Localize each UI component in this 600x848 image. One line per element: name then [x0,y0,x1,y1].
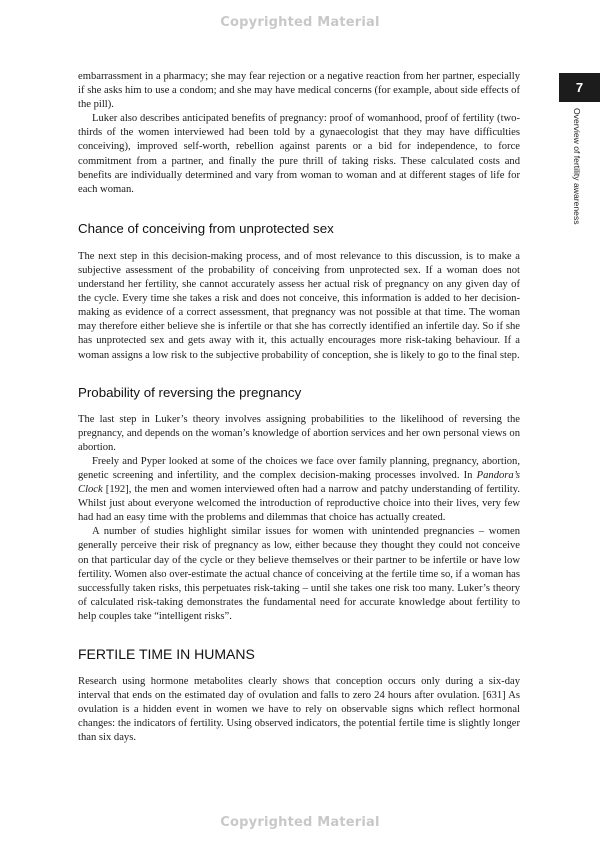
watermark-bottom: Copyrighted Material [220,815,380,830]
paragraph-4: The last step in Luker’s theory involves assigning probabilities to the likelihood of reversing the pregnancy, and depends on the woman’s knowledge of abortion services and her own personal views on abortion. [78,413,520,453]
heading-fertile-time: FERTILE TIME IN HUMANS [78,646,255,662]
paragraph-3: The next step in this decision-making process, and of most relevance to this discussion, is to make a subjective assessment of the probability of conceiving from unprotected sex. If a woman does not understand her fertility, she cannot accurately assess her actual risk of pregnancy on any given day of the cycle. Every time she takes a risk and does not conceive, this information is added to her decision-making as evidence of a correct assessment, that pregnancy was not possible at that time. The woman may therefore either believe she is infertile or that she has correctly identified an infertile day. So if she has unprotected sex and gets away with it, this actually encourages more risk-taking behaviour. If a woman assigns a low risk to the subjective probability of conception, she is likely to go to the final step. [78,250,520,361]
watermark-top: Copyrighted Material [220,15,380,30]
paragraph-2: Luker also describes anticipated benefits of pregnancy: proof of womanhood, proof of fertility (two-thirds of the women interviewed had been told by a gynaecologist that they may have difficulties conceiving), improved self-worth, rebellion against parents or a bid for independence, to force commitment from a partner, and finally the pure thrill of taking risks. These calculated costs and benefits are individually determined and vary from woman to woman and at different stages of life for each woman. [78,113,520,195]
paragraph-5-rest: [192], the men and women interviewed often had a narrow and patchy understanding of fertility. Whilst just about everyone welcomed the introduction of reproductive choice into their lives, very few had had an easy time with the problems and dilemmas that choice has actually created. [78,484,520,524]
paragraph-7: Research using hormone metabolites clearly shows that conception occurs only during a six-day interval that ends on the estimated day of ovulation and falls to zero 24 hours after ovulation. [631] As ovulation is a hidden event in women we have to rely on observable signs which reflect hormonal changes: the indicators of fertility. Using observed indicators, the potential fertile time is slightly longer than six days. [78,676,520,744]
paragraph-5 [78,455,520,525]
paragraph-1: embarrassment in a pharmacy; she may fear rejection or a negative reaction from her partner, especially if she asks him to use a condom; and she may have medical concerns (for example, about side effects of the pill). [78,71,520,111]
heading-reversing-pregnancy: Probability of reversing the pregnancy [78,384,302,400]
page-body [78,70,520,745]
paragraph-6: A number of studies highlight similar issues for women with unintended pregnancies – women generally perceive their risk of pregnancy as low, either because they thought they could not conceive on that particular day of the cycle or they believe themselves or their partner to be infertile or have low fertility. Women also over-estimate the actual chance of conceiving at the fertile time so, if a woman has successfully taken risks, this perpetuates risk-taking – until she takes one risk too many. Luker’s theory of calculated risk-taking demonstrates the fundamental need for accurate knowledge about fertility to help couples take “intelligent risks”. [78,526,520,622]
book-title: Pandora’s Clock [78,469,520,496]
paragraph-5-lead: Freely and Pyper looked at some of the choices we face over family planning, pregnancy, abortion, genetic screening and infertility, and the complex decision-making processes involved. In [78,455,520,481]
heading-chance-of-conceiving: Chance of conceiving from unprotected sex [78,220,334,236]
chapter-number-tab: 7 [559,73,600,102]
running-head: Overview of fertility awareness [572,108,582,225]
